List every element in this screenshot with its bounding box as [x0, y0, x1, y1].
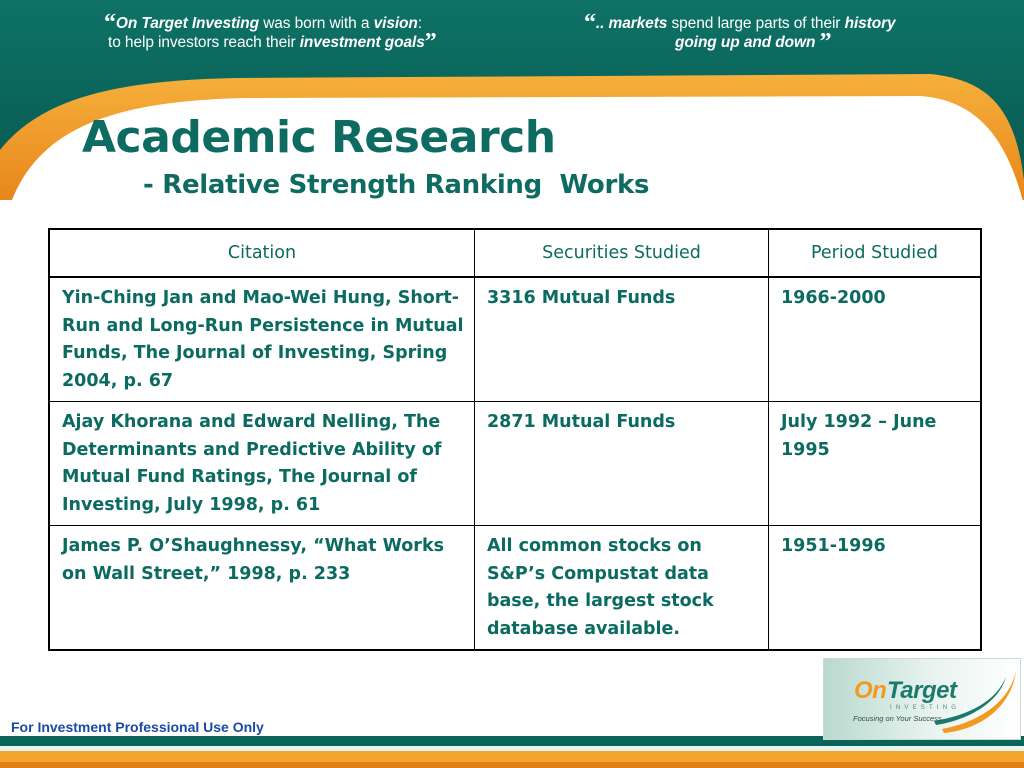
close-quote-mark: ” [424, 29, 437, 55]
quote-text: : [417, 15, 423, 32]
close-quote-mark: ” [819, 29, 832, 55]
footer-band [0, 736, 1024, 768]
footer-disclaimer: For Investment Professional Use Only [11, 719, 264, 735]
quote-emphasis: history [844, 15, 896, 32]
header-quote-right [584, 10, 896, 55]
table-row [49, 402, 981, 526]
quote-text: was born with a [258, 15, 374, 32]
citation-cell: Ajay Khorana and Edward Nelling, The Determinants and Predictive Ability of Mutual Fund Ratings, The Journal of Investing, July 1998, p. 61 [49, 402, 474, 526]
column-header-securities: Securities Studied [474, 229, 768, 277]
research-table [48, 228, 982, 651]
company-logo [823, 658, 1021, 740]
column-header-citation: Citation [49, 229, 474, 277]
securities-cell: All common stocks on S&P’s Compustat data base, the largest stock database available. [474, 526, 768, 651]
quote-emphasis: investment goals [299, 34, 425, 51]
table-row [49, 526, 981, 651]
logo-word-on: On [854, 677, 887, 704]
table-row [49, 277, 981, 402]
column-header-period: Period Studied [769, 229, 982, 277]
period-cell: 1966-2000 [769, 277, 982, 402]
quote-emphasis: vision [373, 15, 418, 32]
quote-text: spend large parts of their [667, 15, 845, 32]
logo-word-target: Target [887, 677, 957, 704]
header-quote-left [104, 10, 437, 55]
page-title: Academic Research [82, 112, 556, 163]
logo-tagline: Focusing on Your Success [853, 714, 942, 723]
period-cell: 1951-1996 [769, 526, 982, 651]
quote-text: to help investors reach their [108, 34, 300, 51]
quote-emphasis: .. markets [595, 15, 668, 32]
citation-cell: Yin-Ching Jan and Mao-Wei Hung, Short-Run and Long-Run Persistence in Mutual Funds, The Journal of Investing, Spring 2004, p. 67 [49, 277, 474, 402]
citation-cell: James P. O’Shaughnessy, “What Works on Wall Street,” 1998, p. 233 [49, 526, 474, 651]
table-header-row [49, 229, 981, 277]
page-subtitle: - Relative Strength Ranking Works [143, 170, 650, 200]
quote-emphasis: going up and down [675, 34, 820, 51]
period-cell: July 1992 – June 1995 [769, 402, 982, 526]
securities-cell: 3316 Mutual Funds [474, 277, 768, 402]
open-quote-mark: “ [584, 10, 596, 36]
securities-cell: 2871 Mutual Funds [474, 402, 768, 526]
open-quote-mark: “ [104, 10, 116, 36]
logo-word-investing: INVESTING [890, 705, 961, 711]
brand-name: On Target Investing [115, 15, 259, 32]
